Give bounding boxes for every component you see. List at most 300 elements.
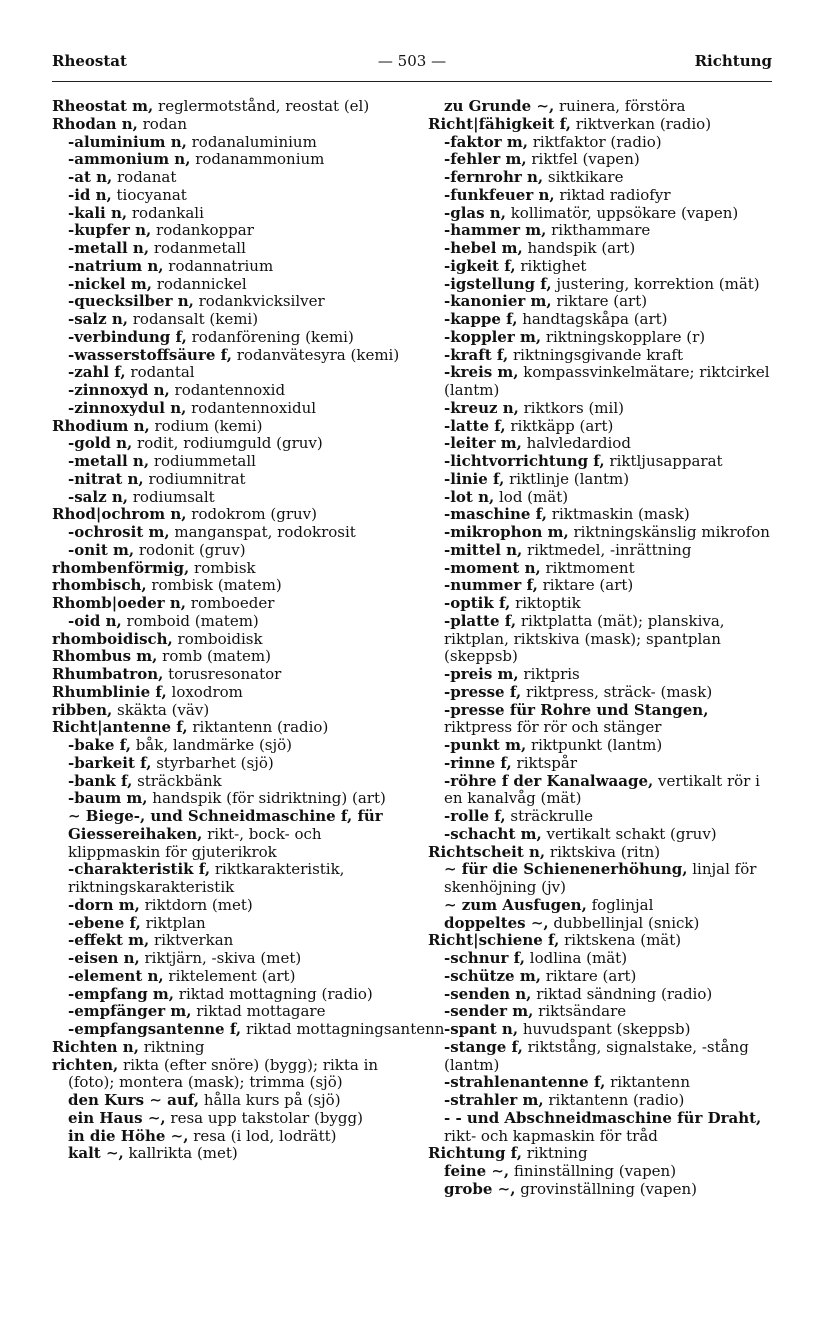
dictionary-entry [52,1092,410,1110]
entry-headword: -leiter m, [444,434,522,453]
dictionary-entry [52,98,410,116]
dictionary-entry [52,773,410,791]
entry-headword: -zinnoxydul n, [68,398,187,417]
dictionary-entry [52,666,410,684]
dictionary-entry [428,1074,776,1092]
entry-definition: rodonit (gruv) [134,540,246,559]
entry-definition: riktelement (art) [163,966,296,985]
entry-definition: riktplan [140,913,206,932]
entry-definition: romb (matem) [157,647,271,666]
dictionary-entry [428,524,776,542]
dictionary-entry [428,1039,776,1075]
entry-definition: linjal för skenhöjning (jv) [444,860,757,896]
entry-definition: riktad sändning (radio) [531,984,713,1003]
dictionary-entry [52,311,410,329]
entry-headword: -onit m, [68,540,135,559]
dictionary-entry [428,169,776,187]
entry-definition: riktmoment [540,558,635,577]
entry-definition: torusresonator [163,665,282,683]
entry-headword: Rhombus m, [52,647,158,666]
entry-definition: riktkarakteristik, riktningskarakteristik [68,860,345,896]
entry-definition: riktare (art) [540,966,637,985]
dictionary-entry [428,861,776,897]
entry-headword: -presse f, [444,682,522,701]
entry-definition: vertikalt schakt (gruv) [541,824,717,843]
entry-headword: -hammer m, [444,221,547,240]
entry-definition: rodium (kemi) [149,416,263,435]
dictionary-entry [52,506,410,524]
entry-headword: -kreuz n, [444,398,519,417]
entry-headword: -ochrosit m, [68,523,170,541]
dictionary-entry [428,1181,776,1199]
entry-definition: reglermotstånd, reostat (el) [153,97,370,115]
entry-headword: -quecksilber n, [68,292,194,311]
entry-definition: rodankoppar [151,221,254,240]
entry-headword: Rhomb|oeder n, [52,594,187,612]
dictionary-entry [52,134,410,152]
entry-headword: -mittel n, [444,540,523,559]
dictionary-entry [52,116,410,134]
entry-headword: -maschine f, [444,505,548,524]
entry-definition: riktplatta (mät); planskiva, riktplan, riktskiva (mask); spantplan (skeppsb) [444,611,725,666]
entry-definition: rodankali [127,203,204,222]
entry-definition: romboidisk [172,629,263,648]
dictionary-entry [428,134,776,152]
page-header [52,52,772,74]
entry-definition: halvledardiod [521,434,631,453]
entry-headword: Richt|schiene f, [428,931,560,950]
entry-definition: kollimatör, uppsökare (vapen) [505,203,739,222]
entry-definition: tiocyanat [111,185,187,204]
dictionary-entry [52,1039,410,1057]
entry-headword: -oid n, [68,611,122,630]
right-column [428,98,776,1199]
entry-headword: -igstellung f, [444,274,552,293]
entry-definition: riktskiva (ritn) [545,842,661,861]
dictionary-entry [52,897,410,915]
entry-headword: -sender m, [444,1002,534,1021]
dictionary-entry [52,453,410,471]
entry-headword: -salz n, [68,487,128,506]
entry-headword: -ebene f, [68,913,141,932]
entry-definition: riktkäpp (art) [505,416,614,435]
entry-headword: -koppler m, [444,327,542,346]
dictionary-entry [428,453,776,471]
entry-headword: -aluminium n, [68,132,187,151]
entry-definition: rodokrom (gruv) [186,505,317,524]
dictionary-entry [428,311,776,329]
entry-definition: riktlinje (lantm) [504,469,630,488]
entry-headword: -element n, [68,966,164,985]
dictionary-entry [428,116,776,134]
entry-definition: rodantennoxid [169,381,286,399]
entry-headword: -igkeit f, [444,256,516,275]
dictionary-entry [52,560,410,578]
entry-definition: romboeder [186,594,275,612]
entry-headword: rhombenförmig, [52,558,190,577]
entry-definition: justering, korrektion (mät) [551,274,760,293]
entry-headword: -röhre f der Kanalwaage, [444,771,654,790]
entry-headword: -fernrohr n, [444,168,544,186]
entry-definition: rodiumnitrat [143,469,246,488]
entry-headword: den Kurs ∼ auf, [68,1091,200,1109]
dictionary-entry [428,844,776,862]
entry-definition: styrbarhet (sjö) [151,753,274,772]
entry-definition: ruinera, förstöra [554,97,686,115]
entry-definition: rodankvicksilver [193,292,325,311]
entry-headword: -presse für Rohre und Stangen, [444,700,709,719]
entry-headword: Rhodium n, [52,416,150,435]
dictionary-entry [428,471,776,489]
entry-definition: riktare (art) [537,576,634,595]
dictionary-entry [52,187,410,205]
entry-definition: riktad mottagningsantenn [241,1020,445,1038]
entry-headword: -effekt m, [68,931,150,950]
entry-definition: riktare (art) [551,292,648,311]
entry-headword: -glas n, [444,203,506,222]
dictionary-entry [52,950,410,968]
entry-definition: rikta (efter snöre) (bygg); rikta in (foto); montera (mask); trimma (sjö) [68,1055,379,1092]
entry-headword: -wasserstoffsäure f, [68,345,232,364]
dictionary-entry [428,826,776,844]
entry-headword: -natrium n, [68,256,164,275]
entry-headword: -rinne f, [444,753,512,772]
entry-definition: rodit, rodiumguld (gruv) [132,434,323,453]
entry-definition: riktpunkt (lantm) [526,736,663,754]
entry-headword: -salz n, [68,310,128,328]
dictionary-entry [428,737,776,755]
entry-definition: rodannatrium [163,256,274,275]
entry-headword: Richten n, [52,1037,139,1056]
dictionary-entry [52,151,410,169]
entry-headword: rhombisch, [52,576,147,595]
entry-definition: riktfaktor (radio) [527,132,662,151]
entry-headword: Rheostat m, [52,97,154,115]
entry-headword: -punkt m, [444,736,527,754]
dictionary-entry [52,915,410,933]
left-column [52,97,445,1163]
dictionary-entry [428,755,776,773]
entry-definition: riktning [138,1037,205,1056]
entry-headword: -empfangsantenne f, [68,1020,242,1038]
entry-headword: Rhumbatron, [52,665,164,683]
entry-headword: ∼ zum Ausfugen, [444,895,587,914]
dictionary-entry [428,1003,776,1021]
entry-definition: resa upp takstolar (bygg) [165,1108,363,1127]
dictionary-entry [428,666,776,684]
entry-definition: båk, landmärke (sjö) [130,736,293,754]
dictionary-entry [52,276,410,294]
entry-headword: -lot n, [444,487,495,506]
entry-definition: resa (i lod, lodrätt) [188,1126,337,1145]
entry-definition: riktning [522,1144,588,1163]
entry-definition: riktmaskin (mask) [547,505,690,524]
entry-headword: -hebel m, [444,239,523,257]
entry-headword: -stange f, [444,1037,523,1056]
dictionary-entry [52,719,410,737]
entry-definition: riktighet [515,256,587,275]
entry-definition: rombisk [189,558,256,577]
entry-headword: -strahlenantenne f, [444,1073,606,1092]
entry-definition: hålla kurs på (sjö) [199,1091,341,1109]
entry-definition: rodanammonium [190,150,325,169]
entry-headword: -schütze m, [444,966,541,985]
entry-headword: rhomboidisch, [52,629,173,648]
entry-definition: riktad mottagare [191,1002,326,1021]
entry-definition: riktkors (mil) [518,398,624,417]
entry-definition: riktljusapparat [604,452,723,470]
entry-headword: -id n, [68,185,112,204]
dictionary-entry [428,595,776,613]
dictionary-entry [428,329,776,347]
entry-headword: -nickel m, [68,274,152,293]
dictionary-entry [428,435,776,453]
entry-definition: riktningsgivande kraft [508,345,683,364]
entry-headword: -fehler m, [444,150,527,169]
entry-definition: riktverkan [149,931,234,950]
entry-definition: vertikalt rör i en kanalvåg (mät) [444,771,760,808]
entry-definition: riktoptik [510,594,581,612]
entry-definition: riktpris [518,665,580,683]
entry-headword: ∼ für die Schienenerhöhung, [444,860,688,879]
entry-headword: -schacht m, [444,824,542,843]
entry-headword: - - und Abschneidmaschine für Draht, [444,1108,762,1127]
entry-definition: riktningskänslig mikrofon [568,523,770,541]
dictionary-entry [52,240,410,258]
dictionary-entry [428,932,776,950]
dictionary-entry [52,737,410,755]
dictionary-entry [428,293,776,311]
dictionary-entry [52,524,410,542]
dictionary-entry [52,755,410,773]
entry-definition: rikt- och kapmaskin för tråd [444,1126,658,1145]
entry-headword: -charakteristik f, [68,860,211,879]
entry-definition: rodiummetall [149,452,256,470]
dictionary-entry [52,968,410,986]
dictionary-entry [52,595,410,613]
entry-definition: rodantennoxidul [186,398,317,417]
entry-headword: Richt|antenne f, [52,718,188,737]
dictionary-entry [52,1110,410,1128]
entry-definition: lodlina (mät) [525,949,628,967]
dictionary-entry [428,702,776,738]
dictionary-entry [52,932,410,950]
entry-headword: -nummer f, [444,576,538,595]
dictionary-entry [52,577,410,595]
entry-definition: manganspat, rodokrosit [169,523,356,541]
entry-definition: riktad mottagning (radio) [174,984,373,1003]
entry-definition: kompassvinkelmätare; riktcirkel (lantm) [444,363,770,399]
entry-definition: riktpress för rör och stänger [444,718,662,737]
dictionary-entry [428,560,776,578]
header-first-word: Rheostat [52,52,127,70]
entry-definition: rombisk (matem) [146,576,282,595]
entry-headword: Rhumblinie f, [52,682,167,701]
entry-definition: riktantenn (radio) [187,718,329,737]
entry-headword: -metall n, [68,452,150,470]
entry-definition: riktpress, sträck- (mask) [521,682,713,701]
entry-headword: Rhod|ochrom n, [52,505,187,524]
entry-headword: Richtscheit n, [428,842,546,861]
entry-headword: -optik f, [444,594,511,612]
dictionary-entry [52,364,410,382]
entry-definition: handspik (för sidriktning) (art) [147,789,386,808]
dictionary-entry [428,613,776,666]
entry-definition: fininställning (vapen) [509,1162,677,1180]
entry-definition: sträckbänk [132,771,222,790]
entry-definition: handtagskåpa (art) [517,310,668,328]
entry-definition: dubbellinjal (snick) [548,913,700,932]
dictionary-entry [428,577,776,595]
dictionary-entry [52,1128,410,1146]
entry-definition: rodanmetall [149,239,246,257]
dictionary-entry [428,222,776,240]
entry-definition: siktkikare [543,168,624,186]
entry-headword: -schnur f, [444,949,525,967]
entry-headword: -nitrat n, [68,469,144,488]
entry-definition: rodiumsalt [127,487,215,506]
dictionary-entry [52,382,410,400]
entry-headword: -ammonium n, [68,150,191,169]
entry-headword: ein Haus ∼, [68,1108,166,1127]
entry-headword: zu Grunde ∼, [444,97,555,115]
entry-headword: -bake f, [68,736,131,754]
entry-headword: in die Höhe ∼, [68,1126,189,1145]
entry-headword: -mikrophon m, [444,523,569,541]
entry-headword: -zinnoxyd n, [68,381,170,399]
entry-headword: -kappe f, [444,310,518,328]
dictionary-entry [52,293,410,311]
entry-definition: riktmedel, -inrättning [522,540,692,559]
dictionary-entry [52,400,410,418]
dictionary-entry [428,205,776,223]
entry-definition: rodanat [112,168,177,186]
dictionary-entry [52,489,410,507]
dictionary-entry [52,631,410,649]
dictionary-entry [428,808,776,826]
entry-headword: Richtung f, [428,1144,522,1163]
dictionary-entry [428,1163,776,1181]
entry-definition: riktjärn, -skiva (met) [139,949,302,967]
dictionary-entry [428,187,776,205]
entry-definition: huvudspant (skeppsb) [518,1020,691,1038]
entry-headword: -linie f, [444,469,505,488]
dictionary-entry [428,915,776,933]
entry-definition: grovinställning (vapen) [515,1179,697,1198]
entry-definition: rikt-, bock- och klippmaskin för gjuterikrok [68,824,322,861]
entry-headword: -lichtvorrichtung f, [444,452,605,470]
entry-definition: sträckrulle [505,807,594,825]
dictionary-entry [428,98,776,116]
dictionary-entry [52,418,410,436]
dictionary-entry [428,773,776,809]
entry-headword: feine ∼, [444,1162,510,1180]
entry-definition: skäkta (väv) [112,700,210,719]
dictionary-entry [428,684,776,702]
dictionary-entry [52,684,410,702]
entry-definition: rikthammare [546,221,651,240]
dictionary-entry [428,151,776,169]
dictionary-entry [428,258,776,276]
entry-definition: riktantenn (radio) [543,1091,685,1109]
dictionary-entry [52,329,410,347]
entry-headword: -kupfer n, [68,221,152,240]
entry-definition: riktverkan (radio) [570,114,712,133]
entry-definition: riktningskopplare (r) [541,327,706,346]
dictionary-entry [52,613,410,631]
entry-headword: -kali n, [68,203,128,222]
entry-definition: riktantenn [605,1073,690,1092]
entry-headword: -kraft f, [444,345,509,364]
entry-headword: -moment n, [444,558,541,577]
entry-definition: rodansalt (kemi) [127,310,259,328]
entry-definition: riktsändare [533,1002,627,1021]
entry-headword: -verbindung f, [68,327,187,346]
dictionary-entry [428,1021,776,1039]
entry-definition: kallrikta (met) [123,1144,238,1163]
entry-headword: -gold n, [68,434,133,453]
dictionary-entry [428,542,776,560]
dictionary-entry [428,1110,776,1146]
dictionary-entry [52,222,410,240]
entry-headword: -zahl f, [68,363,126,382]
entry-headword: -barkeit f, [68,753,152,772]
entry-definition: foglinjal [586,895,654,914]
entry-definition: riktad radiofyr [554,185,671,204]
entry-headword: -at n, [68,168,113,186]
entry-headword: -kreis m, [444,363,519,382]
entry-definition: rodannickel [151,274,247,293]
entry-headword: kalt ∼, [68,1144,124,1163]
entry-definition: loxodrom [166,682,243,701]
dictionary-entry [428,897,776,915]
entry-headword: richten, [52,1055,119,1074]
dictionary-entry [52,258,410,276]
dictionary-entry [428,347,776,365]
dictionary-entry [428,1145,776,1163]
entry-headword: -strahler m, [444,1091,544,1109]
entry-headword: -platte f, [444,611,517,630]
dictionary-entry [52,986,410,1004]
entry-definition: riktdorn (met) [139,895,253,914]
dictionary-entry [428,489,776,507]
dictionary-entry [428,364,776,400]
dictionary-entry [428,240,776,258]
entry-headword: -funkfeuer n, [444,185,555,204]
entry-definition: handspik (art) [522,239,636,257]
entry-definition: rodanaluminium [186,132,317,151]
entry-headword: -bank f, [68,771,133,790]
dictionary-entry [428,986,776,1004]
dictionary-entry [428,506,776,524]
entry-definition: riktstång, signalstake, -stång (lantm) [444,1037,749,1074]
entry-headword: doppeltes ∼, [444,913,549,932]
entry-headword: -preis m, [444,665,519,683]
dictionary-entry [52,205,410,223]
entry-definition: lod (mät) [494,487,569,506]
dictionary-entry [428,276,776,294]
dictionary-entry [52,861,410,897]
dictionary-entry [52,471,410,489]
entry-headword: -dorn m, [68,895,140,914]
entry-definition: riktspår [511,753,578,772]
entry-definition: rodan [137,114,188,133]
dictionary-entry [52,702,410,720]
dictionary-entry [428,950,776,968]
entry-headword: -eisen n, [68,949,140,967]
dictionary-entry [52,1003,410,1021]
dictionary-entry [52,648,410,666]
